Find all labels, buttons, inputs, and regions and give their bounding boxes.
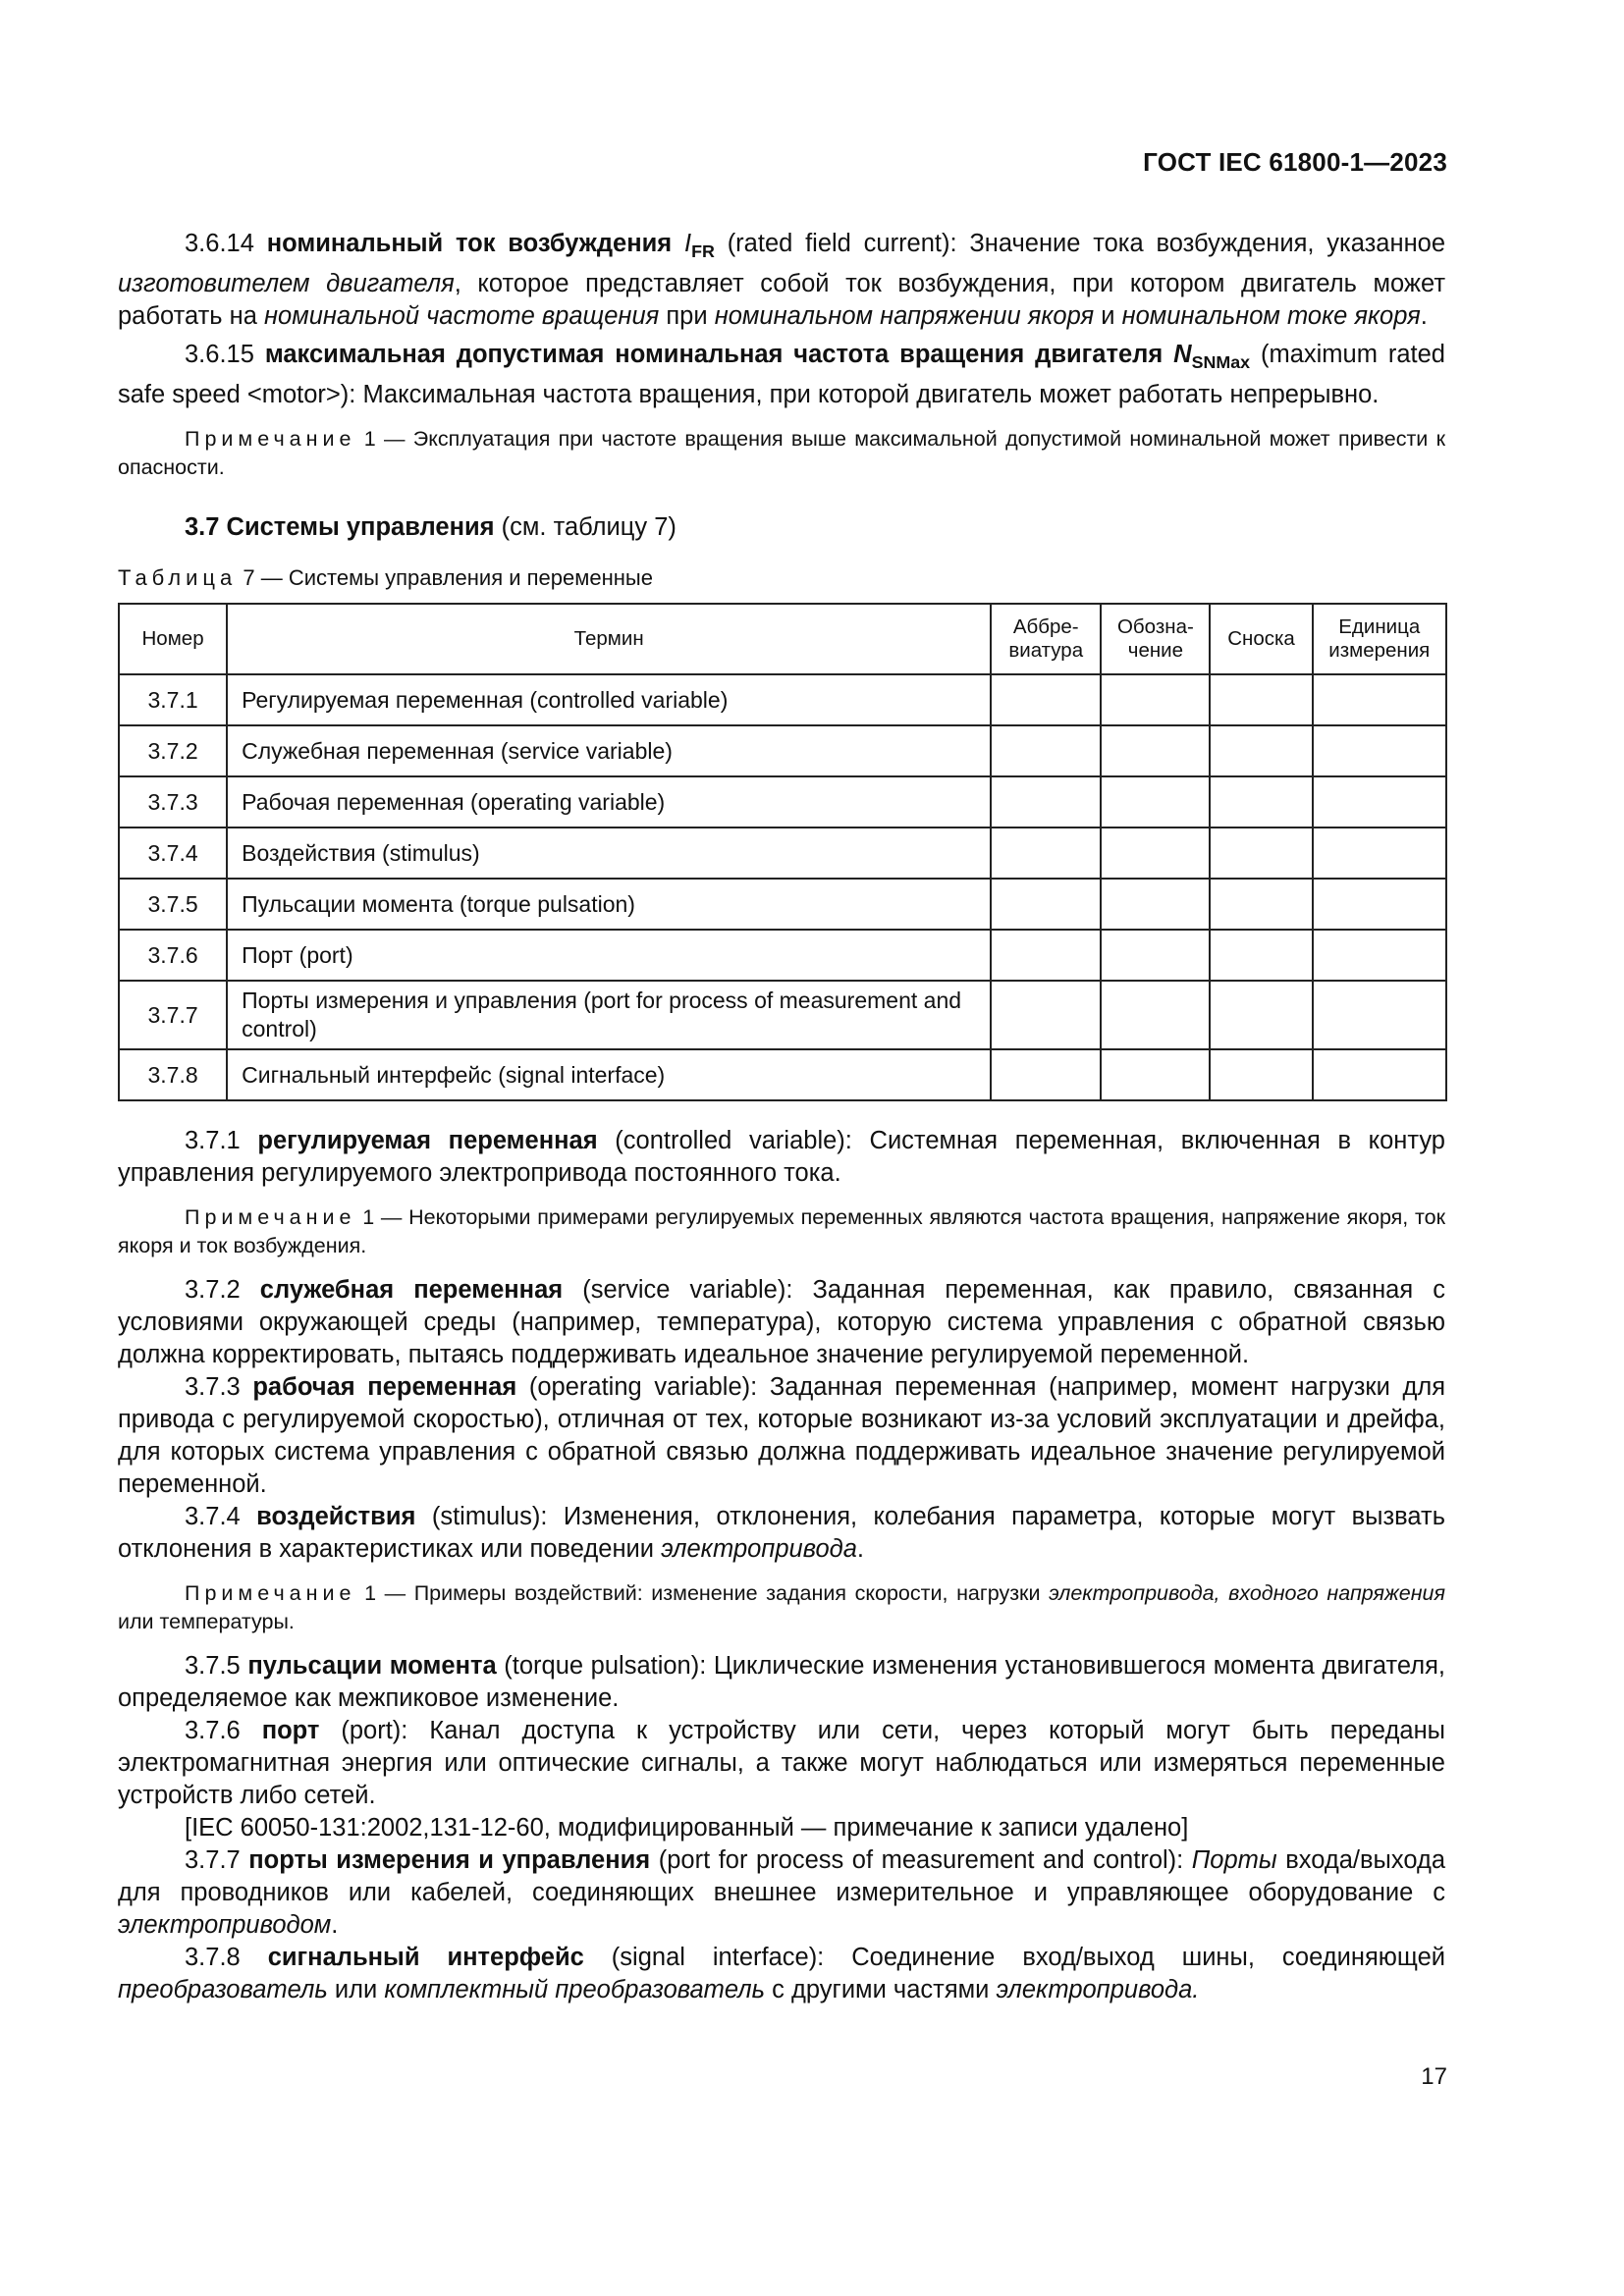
cell-number: 3.7.5 [119, 879, 227, 930]
cell-term: Пульсации момента (torque pulsation) [227, 879, 991, 930]
table-row [119, 1049, 1446, 1100]
term-3-7-1: 3.7.1 регулируемая переменная (controlled variable): Системная переменная, включенная в контур управления регулируемого электропривода постоянного тока. [118, 1127, 1445, 1188]
table-row [119, 776, 1446, 828]
term-name: максимальная допустимая номинальная частота вращения двигателя [264, 341, 1164, 369]
document-id-header: ГОСТ IEC 61800-1—2023 [1143, 147, 1447, 177]
term-3-7-3: 3.7.3 рабочая переменная (operating variable): Заданная переменная (например, момент нагрузки для привода с регулируемой скоростью), отличная от тех, которые возникают из-за условий эксплуатации и дрейфа, для которых система управления с обратной связью должна поддерживать идеальное значение регулируемой переменной. [118, 1373, 1446, 1499]
col-header-number: Номер [119, 604, 227, 674]
note-3-6-15: Примечание 1 — Эксплуатация при частоте вращения выше максимальной допустимой номинальной может привести к опасности. [118, 427, 1445, 480]
col-header-abbreviation: Аббре- виатура [991, 604, 1101, 674]
cell-number: 3.7.1 [119, 674, 227, 725]
term-3-6-15: 3.6.15 максимальная допустимая номинальная частота вращения двигателя $N_{SNMax}$ (maximum rated safe speed <motor>): Максимальная частота вращения, при которой двигатель может работать непрерывно. [118, 341, 1445, 409]
page-content [118, 228, 1445, 2006]
cell-number: 3.7.3 [119, 776, 227, 828]
clause-number: 3.7.3 [185, 1373, 241, 1402]
cell-term: Порты измерения и управления (port for process of measurement and control) [227, 981, 991, 1049]
term-3-7-7: 3.7.7 порты измерения и управления (port for process of measurement and control): Порты входа/выхода для проводников или кабелей, соединяющих внешнее измерительное и управляющее оборудование с электроприводом. [118, 1846, 1446, 1940]
symbol-subscript: FR [691, 241, 715, 262]
term-name: номинальный ток возбуждения [266, 230, 673, 257]
term-3-7-8: 3.7.8 сигнальный интерфейс (signal interface): Соединение вход/выход шины, соединяющей преобразователь или комплектный преобразователь с другими частями электропривода. [118, 1944, 1445, 2004]
clause-number: 3.7.8 [185, 1944, 241, 1972]
cell-term: Рабочая переменная (operating variable) [227, 776, 991, 828]
table-row [119, 674, 1446, 725]
term-name: порт [261, 1717, 320, 1745]
clause-number: 3.7.4 [185, 1503, 241, 1531]
table-row [119, 879, 1446, 930]
term-3-7-6: 3.7.6 порт (port): Канал доступа к устройству или сети, через который могут быть переданы электромагнитная энергия или оптические сигналы, а также могут наблюдаться или измеряться переменные устройств либо сетей. [118, 1717, 1445, 1810]
reference-3-7-6: [IEC 60050-131:2002,131-12-60, модифицированный — примечание к записи удалено] [185, 1814, 1189, 1842]
symbol: I [684, 230, 692, 257]
clause-number: 3.7.7 [185, 1846, 241, 1875]
note-label: Примечание [185, 1205, 356, 1230]
term-3-7-5: 3.7.5 пульсации момента (torque pulsation): Циклические изменения установившегося момента двигателя, определяемое как межпиковое изменение. [118, 1652, 1445, 1713]
table-row [119, 981, 1446, 1049]
cell-number: 3.7.2 [119, 725, 227, 776]
symbol: N [1173, 341, 1192, 369]
cell-term: Служебная переменная (service variable) [227, 725, 991, 776]
col-header-symbol: Обозна- чение [1101, 604, 1210, 674]
cell-number: 3.7.7 [119, 981, 227, 1049]
note-3-7-4: Примечание 1 — Примеры воздействий: изменение задания скорости, нагрузки электропривода, входного напряжения или температуры. [118, 1581, 1445, 1634]
table-caption: Таблица 7 — Системы управления и переменные [118, 565, 653, 591]
term-3-7-4: 3.7.4 воздействия (stimulus): Изменения, отклонения, колебания параметра, которые могут вызвать отклонения в характеристиках или поведении электропривода. [118, 1503, 1446, 1564]
term-name: рабочая переменная [252, 1373, 517, 1402]
clause-number: 3.7.2 [185, 1276, 241, 1305]
clause-number: 3.6.14 [185, 230, 254, 257]
term-name: служебная переменная [259, 1276, 564, 1305]
cell-number: 3.7.8 [119, 1049, 227, 1100]
term-3-7-2: 3.7.2 служебная переменная (service variable): Заданная переменная, как правило, связанная с условиями окружающей среды (например, температура), которую система управления с обратной связью должна корректировать, пытаясь поддерживать идеальное значение регулируемой переменной. [118, 1276, 1445, 1369]
clause-number: 3.7.6 [185, 1717, 241, 1745]
term-name: сигнальный интерфейс [267, 1944, 584, 1972]
col-header-footnote: Сноска [1210, 604, 1312, 674]
cell-number: 3.7.6 [119, 930, 227, 981]
col-header-term: Термин [227, 604, 991, 674]
page-number: 17 [1421, 2063, 1447, 2090]
cell-term: Воздействия (stimulus) [227, 828, 991, 879]
section-heading-3-7: 3.7 Системы управления (см. таблицу 7) [185, 513, 677, 542]
symbol-subscript: SNMax [1191, 352, 1251, 373]
table-row [119, 930, 1446, 981]
term-3-6-14: 3.6.14 номинальный ток возбуждения $I_{FR}$ (rated field current): Значение тока возбуждения, указанное изготовителем двигателя, которое представляет собой ток возбуждения, при котором двигатель может работать на номинальной частоте вращения при номинальном напряжении якоря и номинальном токе якоря. [118, 230, 1446, 331]
cell-term: Регулируемая переменная (controlled variable) [227, 674, 991, 725]
term-name: воздействия [256, 1503, 416, 1531]
term-name: пульсации момента [247, 1652, 497, 1681]
cell-term: Сигнальный интерфейс (signal interface) [227, 1049, 991, 1100]
note-label: Примечание [185, 1581, 356, 1606]
col-header-unit: Единица измерения [1313, 604, 1446, 674]
clause-number: 3.6.15 [185, 341, 254, 369]
terms-table [118, 603, 1447, 1101]
table-header-row [119, 604, 1446, 674]
cell-number: 3.7.4 [119, 828, 227, 879]
note-3-7-1: Примечание 1 — Некоторыми примерами регулируемых переменных являются частота вращения, напряжение якоря, ток якоря и ток возбуждения. [118, 1205, 1445, 1258]
note-label: Примечание [185, 427, 356, 452]
clause-number: 3.7.5 [185, 1652, 241, 1681]
table-row [119, 725, 1446, 776]
table-row [119, 828, 1446, 879]
clause-number: 3.7.1 [185, 1127, 241, 1155]
term-name: регулируемая переменная [257, 1127, 598, 1155]
term-name: порты измерения и управления [248, 1846, 651, 1875]
cell-term: Порт (port) [227, 930, 991, 981]
